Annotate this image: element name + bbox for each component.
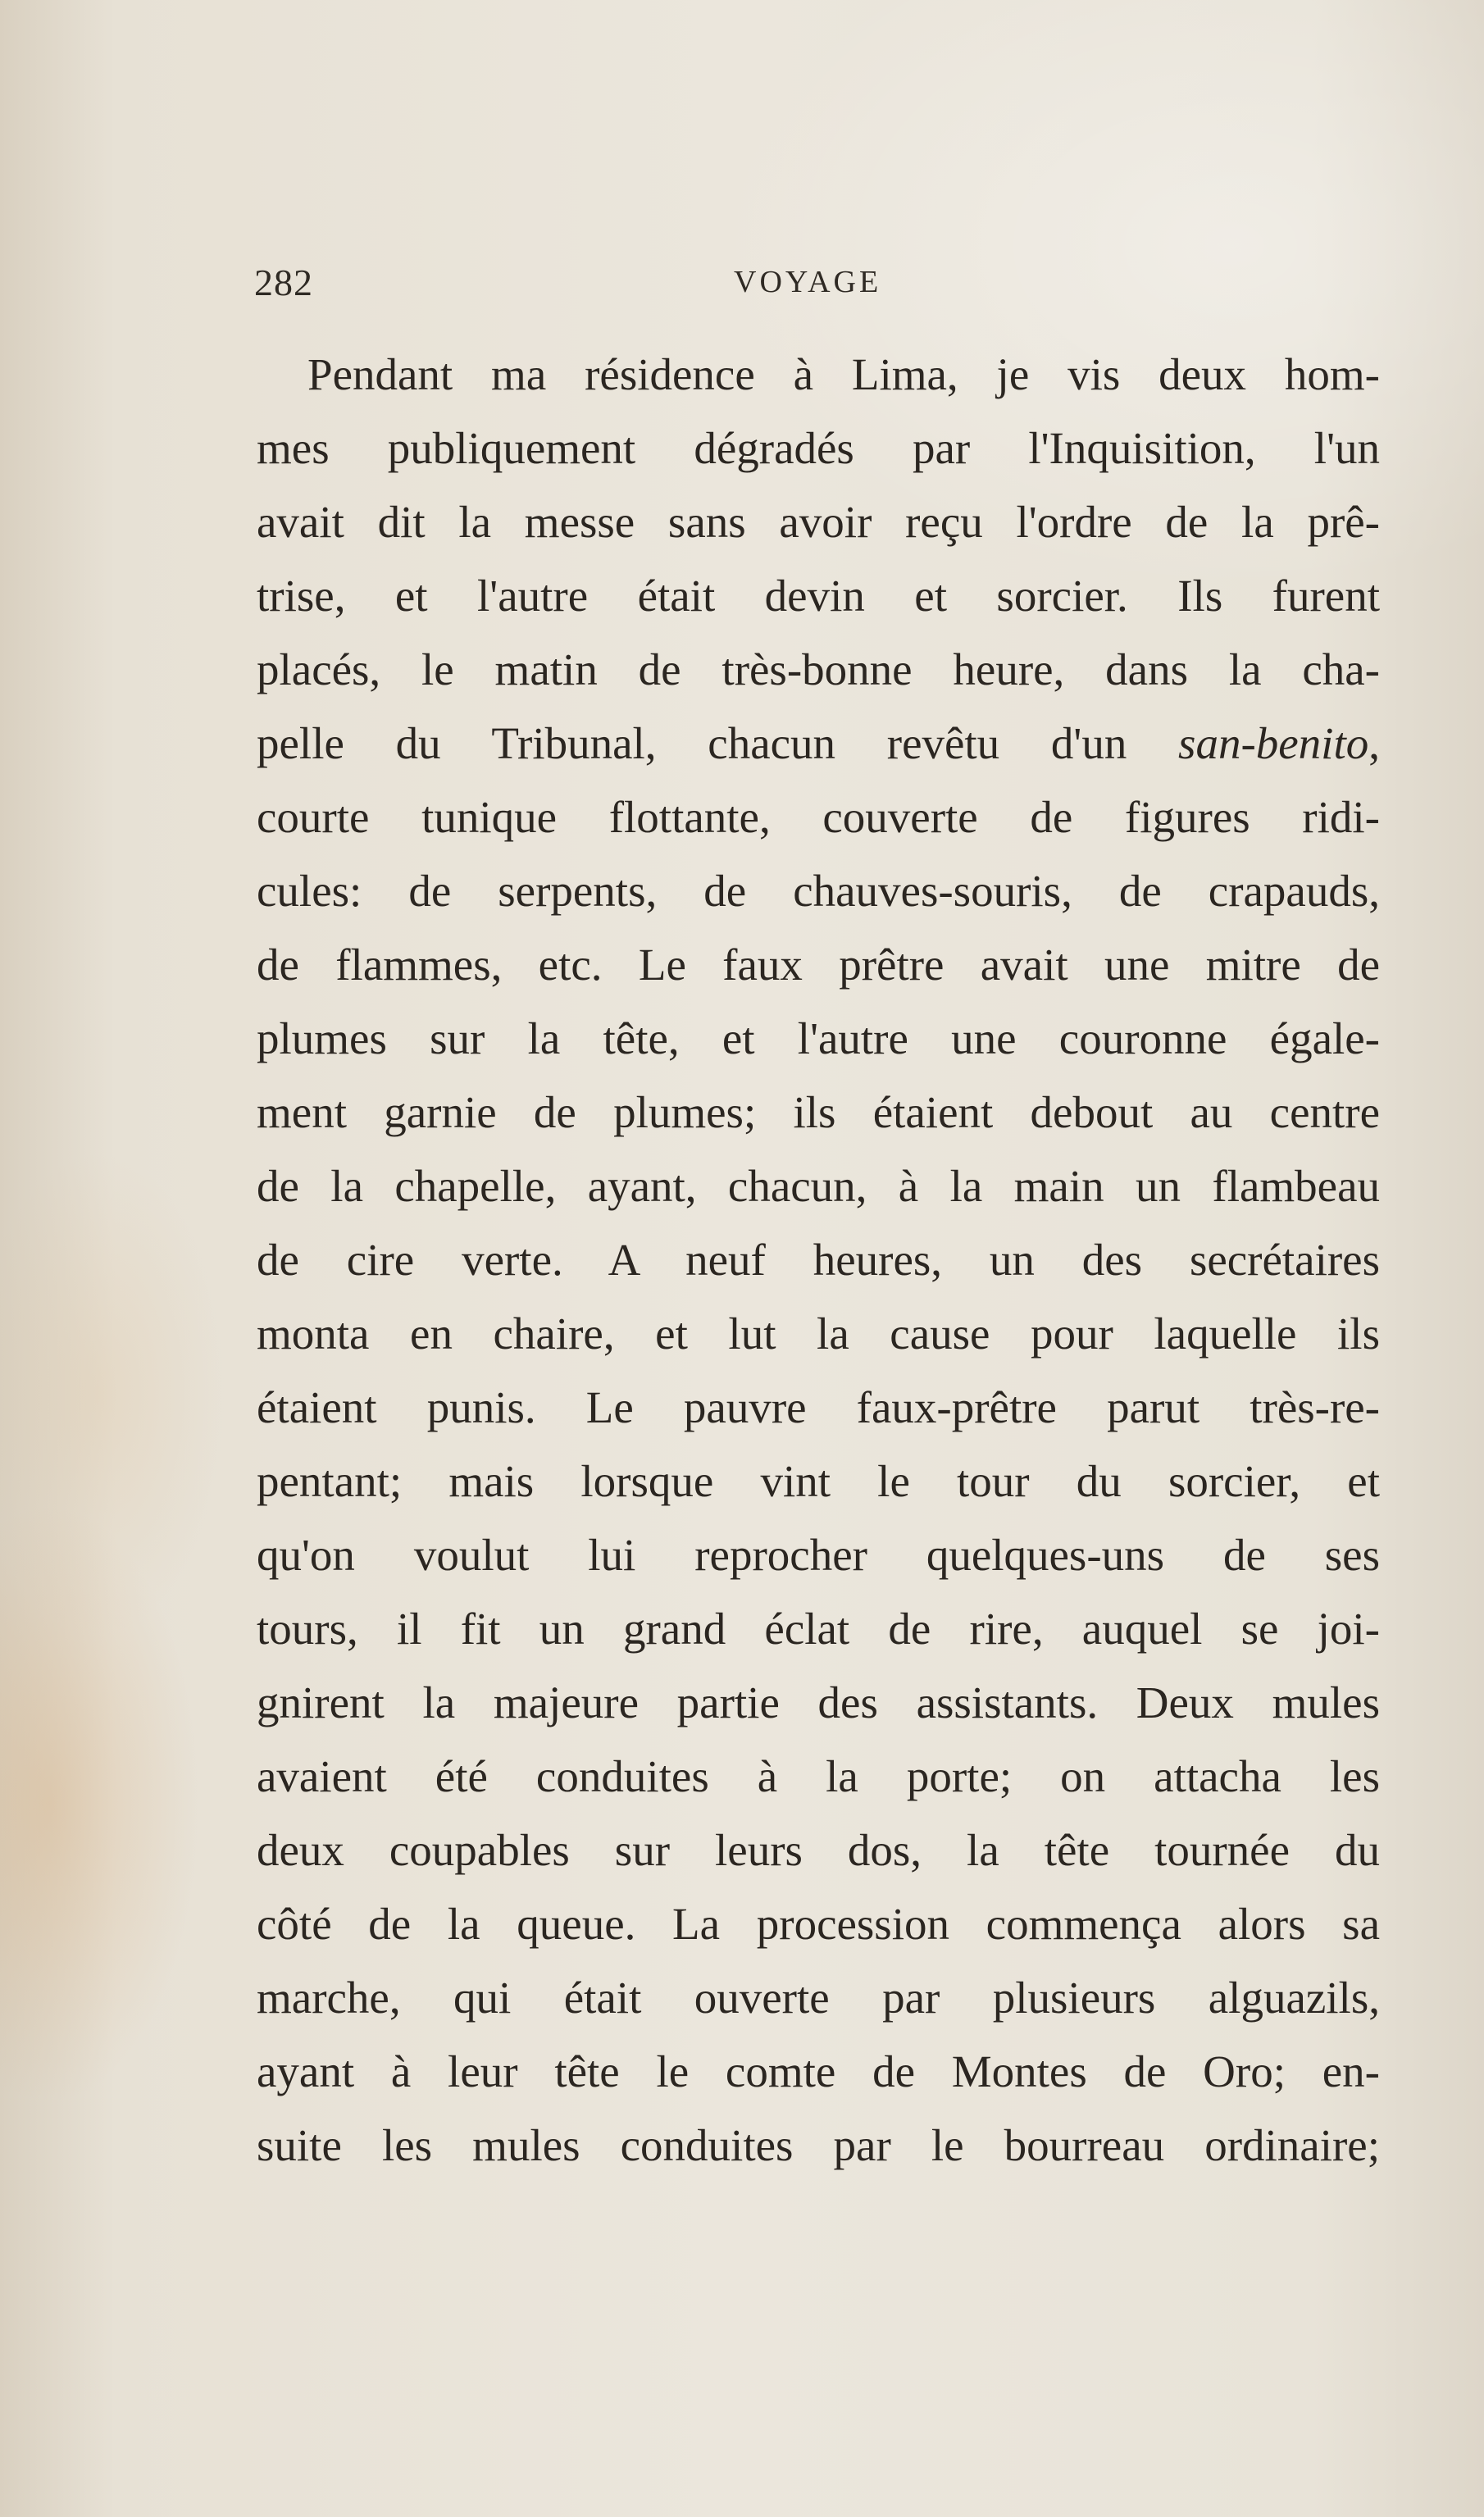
text-segment: trise, et l'autre était devin et sorcier. Ils furent — [257, 571, 1380, 621]
text-segment: ayant à leur tête le comte de Montes de Oro; en- — [257, 2046, 1380, 2096]
text-line — [257, 338, 1380, 412]
running-title: VOYAGE — [734, 265, 882, 299]
text-line — [257, 1445, 1380, 1518]
text-segment: de flammes, etc. Le faux prêtre avait une mitre de — [257, 940, 1380, 990]
text-segment: de cire verte. A neuf heures, un des secrétaires — [257, 1235, 1380, 1285]
text-line — [257, 1223, 1380, 1297]
page-number: 282 — [254, 262, 313, 303]
text-line — [257, 485, 1380, 559]
text-segment: Pendant ma résidence à Lima, je vis deux hom- — [307, 349, 1380, 399]
text-line — [257, 1371, 1380, 1445]
text-segment: côté de la queue. La procession commença alors sa — [257, 1899, 1380, 1949]
text-segment: suite les mules conduites par le bourreau ordinaire; — [257, 2120, 1380, 2170]
text-segment: courte tunique flottante, couverte de figures ridi- — [257, 792, 1380, 842]
text-segment: gnirent la majeure partie des assistants. Deux mules — [257, 1677, 1380, 1727]
text-line — [257, 412, 1380, 485]
italic-term: san-benito — [1178, 718, 1369, 768]
text-segment: ment garnie de plumes; ils étaient debout au centre — [257, 1087, 1380, 1137]
text-line — [257, 928, 1380, 1002]
text-line — [257, 559, 1380, 633]
text-line — [257, 1518, 1380, 1592]
text-segment: tours, il fit un grand éclat de rire, auquel se joi- — [257, 1604, 1380, 1654]
text-segment: mes publiquement dégradés par l'Inquisition, l'un — [257, 423, 1380, 473]
text-segment: , — [1368, 718, 1380, 768]
text-line — [257, 1666, 1380, 1740]
text-line — [257, 1076, 1380, 1149]
text-segment: pelle du Tribunal, chacun revêtu d'un — [257, 718, 1179, 768]
text-line — [257, 1887, 1380, 1961]
text-segment: monta en chaire, et lut la cause pour laquelle ils — [257, 1309, 1380, 1359]
text-line — [257, 1149, 1380, 1223]
text-line — [257, 1961, 1380, 2035]
text-line — [257, 2109, 1380, 2182]
text-line — [257, 854, 1380, 928]
text-line — [257, 1740, 1380, 1814]
text-segment: cules: de serpents, de chauves-souris, de crapauds, — [257, 866, 1380, 916]
text-line — [257, 633, 1380, 707]
running-head — [254, 261, 1377, 318]
text-line — [257, 1297, 1380, 1371]
text-line — [257, 2035, 1380, 2109]
text-line — [257, 707, 1380, 781]
text-segment: placés, le matin de très-bonne heure, dans la cha- — [257, 644, 1380, 694]
text-segment: marche, qui était ouverte par plusieurs alguazils, — [257, 1973, 1380, 2023]
body-text — [257, 338, 1380, 2182]
text-segment: étaient punis. Le pauvre faux-prêtre parut très-re- — [257, 1382, 1380, 1432]
text-line — [257, 1814, 1380, 1887]
text-line — [257, 1002, 1380, 1076]
text-segment: avait dit la messe sans avoir reçu l'ordre de la prê- — [257, 497, 1380, 547]
text-line — [257, 1592, 1380, 1666]
text-segment: qu'on voulut lui reprocher quelques-uns de ses — [257, 1530, 1380, 1580]
text-segment: avaient été conduites à la porte; on attacha les — [257, 1751, 1380, 1801]
text-segment: plumes sur la tête, et l'autre une couronne égale- — [257, 1013, 1380, 1063]
text-segment: deux coupables sur leurs dos, la tête tournée du — [257, 1825, 1380, 1875]
text-line — [257, 781, 1380, 854]
text-segment: de la chapelle, ayant, chacun, à la main un flambeau — [257, 1161, 1380, 1211]
text-segment: pentant; mais lorsque vint le tour du sorcier, et — [257, 1456, 1380, 1506]
